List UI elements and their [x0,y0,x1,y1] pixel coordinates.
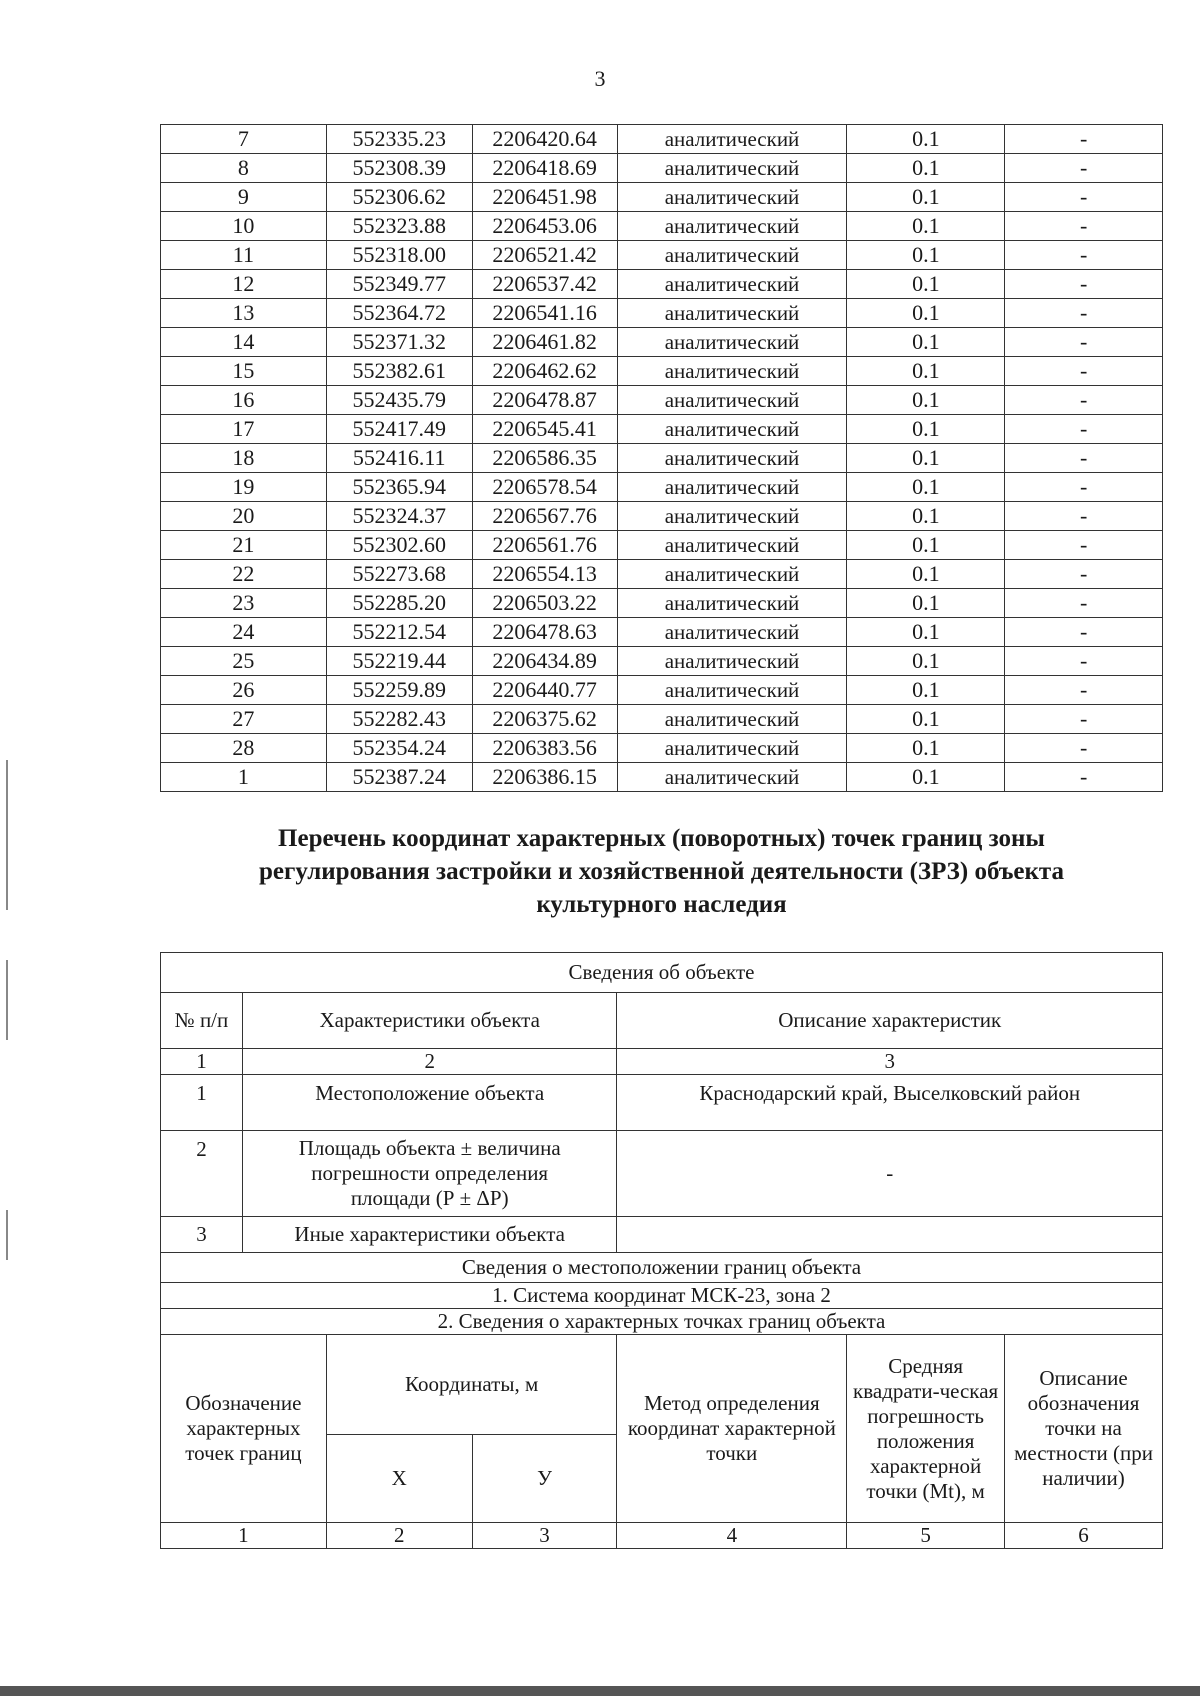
location-section-title: Сведения о местоположении границ объекта [161,1253,1163,1283]
method: аналитический [617,154,847,183]
error: 0.1 [847,734,1005,763]
description: - [1005,763,1163,792]
method: аналитический [617,502,847,531]
method: аналитический [617,473,847,502]
point-number: 15 [161,357,327,386]
error: 0.1 [847,386,1005,415]
point-number: 25 [161,647,327,676]
coord-x: 552285.20 [326,589,472,618]
coord-y: 2206462.62 [472,357,617,386]
method: аналитический [617,183,847,212]
point-number: 22 [161,560,327,589]
method: аналитический [617,589,847,618]
table-row [161,502,1163,531]
description: - [1005,473,1163,502]
error: 0.1 [847,589,1005,618]
coord-y: 2206537.42 [472,270,617,299]
description: - [1005,560,1163,589]
error: 0.1 [847,618,1005,647]
error: 0.1 [847,125,1005,154]
point-number: 23 [161,589,327,618]
coord-x: 552354.24 [326,734,472,763]
coord-x: 552371.32 [326,328,472,357]
method: аналитический [617,618,847,647]
point-number: 24 [161,618,327,647]
header-error: Средняя квадрати-ческая погрешность положения характерной точки (Мt), м [847,1335,1005,1523]
col-header-number: № п/п [161,993,243,1049]
table-row [161,270,1163,299]
method: аналитический [617,357,847,386]
coord-x: 552324.37 [326,502,472,531]
description-location: Краснодарский край, Выселковский район [617,1075,1163,1131]
description: - [1005,647,1163,676]
heading-line: культурного наследия [536,891,787,918]
point-number: 8 [161,154,327,183]
error: 0.1 [847,183,1005,212]
table-row [161,357,1163,386]
scan-margin-mark [6,960,8,1040]
table-row [161,589,1163,618]
table-row [161,299,1163,328]
method: аналитический [617,415,847,444]
column-index: 1 [161,1523,327,1549]
method: аналитический [617,705,847,734]
coord-y: 2206478.87 [472,386,617,415]
table-row [161,473,1163,502]
coord-y: 2206521.42 [472,241,617,270]
coord-y: 2206586.35 [472,444,617,473]
method: аналитический [617,531,847,560]
coord-x: 552282.43 [326,705,472,734]
method: аналитический [617,241,847,270]
description: - [1005,125,1163,154]
coord-x: 552273.68 [326,560,472,589]
point-number: 14 [161,328,327,357]
error: 0.1 [847,241,1005,270]
error: 0.1 [847,415,1005,444]
coord-x: 552323.88 [326,212,472,241]
description: - [1005,589,1163,618]
error: 0.1 [847,560,1005,589]
table-row [161,676,1163,705]
table-row [161,241,1163,270]
table-row [161,705,1163,734]
point-number: 27 [161,705,327,734]
column-index: 6 [1005,1523,1163,1549]
coord-x: 552382.61 [326,357,472,386]
coord-y: 2206434.89 [472,647,617,676]
method: аналитический [617,125,847,154]
error: 0.1 [847,154,1005,183]
point-number: 7 [161,125,327,154]
description: - [1005,183,1163,212]
description: - [1005,531,1163,560]
table-row [161,618,1163,647]
description-area: - [617,1131,1163,1217]
point-number: 13 [161,299,327,328]
header-point-designation: Обозначение характерных точек границ [161,1335,327,1523]
scan-bottom-edge [0,1686,1200,1696]
error: 0.1 [847,270,1005,299]
description: - [1005,676,1163,705]
coord-y: 2206478.63 [472,618,617,647]
coord-y: 2206503.22 [472,589,617,618]
point-number: 26 [161,676,327,705]
method: аналитический [617,212,847,241]
point-number: 20 [161,502,327,531]
coord-x: 552365.94 [326,473,472,502]
error: 0.1 [847,444,1005,473]
description: - [1005,705,1163,734]
table-row [161,560,1163,589]
coord-y: 2206451.98 [472,183,617,212]
scan-margin-mark [6,760,8,910]
description: - [1005,154,1163,183]
coord-x: 552308.39 [326,154,472,183]
coord-y: 2206541.16 [472,299,617,328]
column-index: 3 [472,1523,617,1549]
point-number: 17 [161,415,327,444]
error: 0.1 [847,328,1005,357]
method: аналитический [617,444,847,473]
coord-x: 552306.62 [326,183,472,212]
heading-line: Перечень координат характерных (поворотных) точек границ зоны [278,825,1045,852]
section-heading [160,822,1163,921]
description: - [1005,618,1163,647]
column-index: 2 [242,1049,617,1075]
description: - [1005,270,1163,299]
description: - [1005,328,1163,357]
coord-x: 552335.23 [326,125,472,154]
method: аналитический [617,676,847,705]
coordinates-table-body [161,125,1163,792]
error: 0.1 [847,763,1005,792]
characteristic-other: Иные характеристики объекта [242,1217,617,1253]
description: - [1005,241,1163,270]
point-number: 10 [161,212,327,241]
header-x: X [326,1435,472,1523]
point-number: 12 [161,270,327,299]
error: 0.1 [847,212,1005,241]
coord-y: 2206383.56 [472,734,617,763]
description: - [1005,502,1163,531]
column-index: 4 [617,1523,847,1549]
coord-x: 552364.72 [326,299,472,328]
coord-y: 2206386.15 [472,763,617,792]
point-number: 28 [161,734,327,763]
coord-x: 552302.60 [326,531,472,560]
method: аналитический [617,560,847,589]
points-section-title: 2. Сведения о характерных точках границ объекта [161,1309,1163,1335]
method: аналитический [617,734,847,763]
coord-x: 552417.49 [326,415,472,444]
page-number: 3 [594,66,606,91]
heading-line: регулирования застройки и хозяйственной деятельности (ЗРЗ) объекта [259,858,1064,885]
coordinate-system: 1. Система координат МСК-23, зона 2 [161,1283,1163,1309]
table-row [161,125,1163,154]
characteristic-area [242,1131,617,1217]
table-row [161,212,1163,241]
row-number: 2 [161,1131,243,1217]
coord-y: 2206578.54 [472,473,617,502]
coord-x: 552219.44 [326,647,472,676]
scan-margin-mark [6,1210,8,1260]
column-index: 1 [161,1049,243,1075]
description: - [1005,212,1163,241]
header-description: Описание обозначения точки на местности (при наличии) [1005,1335,1163,1523]
col-header-description: Описание характеристик [617,993,1163,1049]
coordinates-table [160,124,1163,792]
row-number: 3 [161,1217,243,1253]
method: аналитический [617,763,847,792]
coord-x: 552435.79 [326,386,472,415]
method: аналитический [617,647,847,676]
error: 0.1 [847,473,1005,502]
description: - [1005,734,1163,763]
col-header-characteristics: Характеристики объекта [242,993,617,1049]
coord-y: 2206418.69 [472,154,617,183]
error: 0.1 [847,357,1005,386]
column-index: 5 [847,1523,1005,1549]
coord-y: 2206420.64 [472,125,617,154]
coord-y: 2206375.62 [472,705,617,734]
characteristic-location: Местоположение объекта [242,1075,617,1131]
description: - [1005,386,1163,415]
error: 0.1 [847,531,1005,560]
error: 0.1 [847,502,1005,531]
coord-y: 2206545.41 [472,415,617,444]
object-info-table [160,952,1163,1549]
header-coordinates: Координаты, м [326,1335,617,1435]
column-index: 2 [326,1523,472,1549]
row-number: 1 [161,1075,243,1131]
method: аналитический [617,299,847,328]
table-row [161,328,1163,357]
error: 0.1 [847,676,1005,705]
coord-y: 2206567.76 [472,502,617,531]
coord-x: 552318.00 [326,241,472,270]
coord-y: 2206461.82 [472,328,617,357]
table-row [161,444,1163,473]
point-number: 1 [161,763,327,792]
table-row [161,763,1163,792]
point-number: 19 [161,473,327,502]
method: аналитический [617,386,847,415]
characteristic-area-text: Площадь объекта ± величина погрешности определения площади (Р ± ΔР) [298,1136,561,1210]
coord-x: 552212.54 [326,618,472,647]
coord-y: 2206453.06 [472,212,617,241]
coord-x: 552259.89 [326,676,472,705]
table-row [161,531,1163,560]
description: - [1005,357,1163,386]
description-other [617,1217,1163,1253]
coord-y: 2206440.77 [472,676,617,705]
point-number: 11 [161,241,327,270]
table-row [161,183,1163,212]
table-row [161,154,1163,183]
table-row [161,734,1163,763]
point-number: 16 [161,386,327,415]
point-number: 18 [161,444,327,473]
object-info-title: Сведения об объекте [161,953,1163,993]
error: 0.1 [847,299,1005,328]
error: 0.1 [847,705,1005,734]
coord-x: 552349.77 [326,270,472,299]
coord-x: 552387.24 [326,763,472,792]
table-row [161,386,1163,415]
header-y: У [472,1435,617,1523]
point-number: 9 [161,183,327,212]
table-row [161,415,1163,444]
coord-y: 2206561.76 [472,531,617,560]
coord-x: 552416.11 [326,444,472,473]
description: - [1005,299,1163,328]
description: - [1005,415,1163,444]
description: - [1005,444,1163,473]
coord-y: 2206554.13 [472,560,617,589]
error: 0.1 [847,647,1005,676]
column-index: 3 [617,1049,1163,1075]
method: аналитический [617,328,847,357]
table-row [161,647,1163,676]
method: аналитический [617,270,847,299]
header-method: Метод определения координат характерной точки [617,1335,847,1523]
point-number: 21 [161,531,327,560]
